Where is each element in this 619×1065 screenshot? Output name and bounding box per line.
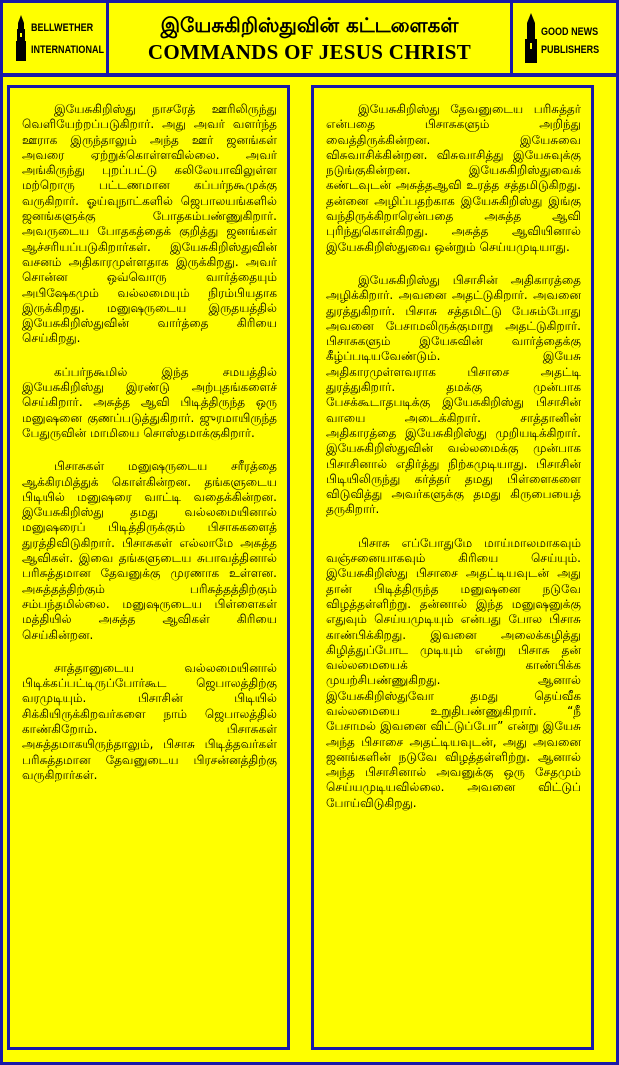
page-title-tamil: இயேசுகிறிஸ்துவின் கட்டளைகள் — [160, 13, 459, 37]
bell-tower-icon — [13, 15, 29, 61]
right-column — [311, 85, 594, 1050]
title-block — [109, 3, 510, 73]
paragraph: கப்பர்நகூமில் இந்த சமயத்தில் இயேசுகிறிஸ்து இரண்டு அற்புதங்களைச் செய்கிறார். அசுத்த ஆவி பிடித்திருந்த ஒரு மனுஷனை குணப்படுத்துகிறார். ஜுரமாயிருந்த பேதுருவின் மாமியை சொஸ்தமாக்குகிறார். — [22, 364, 277, 440]
paragraph: இயேசுகிறிஸ்து நாசரேத் ஊரிலிருந்து வெளியேற்றப்படுகிறார். அது அவர் வளர்ந்த ஊராக இருந்தாலும் அந்த ஊர் ஜனங்கள் அவரை ஏற்றுக்கொள்ளவில்லை. அவர் அங்கிருந்து புறப்பட்டு கலிலேயாவிலுள்ள மற்றொரு பட்டணமான கப்பர்நகூமுக்கு வருகிறார். ஓய்வுநாட்களில் ஜெபாலயங்களில் ஜனங்களுக்கு போதகம்பண்ணுகிறார். அவருடைய போதகத்தைக் குறித்து ஜனங்கள் ஆச்சரியப்படுகிறார்கள். இயேசுகிறிஸ்துவின் வசனம் அதிகாரமுள்ளதாக இருக்கிறது. அவர் சொன்ன ஒவ்வொரு வார்த்தையும் அபிஷேகமும் வல்லமையும் நிரம்பியதாக இருக்கிறது. மனுஷருடைய இருதயத்தில் இயேசுகிறிஸ்துவின் வார்த்தை கிரியை செய்கிறது. — [22, 102, 277, 346]
paragraph: இயேசுகிறிஸ்து தேவனுடைய பரிசுத்தர் என்பதை பிசாசுகளும் அறிந்து வைத்திருக்கின்றன. இயேசுவை விசுவாசிக்கின்றன. விசுவாசித்து இயேசுவுக்கு நடுங்குகின்றன. இயேசுகிறிஸ்துவைக் கண்டவுடன் அசுத்தஆவி உரத்த சத்தமிடுகிறது. தன்னை அழிப்பதற்காக இயேசுகிறிஸ்து இங்கு வந்திருக்கிறாரென்பதை அசுத்த ஆவி புரிந்துகொள்கிறது. அசுத்த ஆவியினால் இயேசுகிறிஸ்துவை ஒன்றும் செய்யமுடியாது. — [326, 102, 581, 254]
good-news-line2: PUBLISHERS — [541, 44, 600, 56]
page-title-english: COMMANDS OF JESUS CHRIST — [147, 40, 472, 64]
good-news-logo — [510, 3, 616, 73]
tower-icon — [523, 13, 539, 63]
content-columns — [3, 77, 616, 1062]
bellwether-logo — [3, 3, 109, 73]
good-news-line1: GOOD NEWS — [541, 26, 599, 38]
left-column — [7, 85, 290, 1050]
bellwether-line1: BELLWETHER — [31, 22, 94, 34]
paragraph: இயேசுகிறிஸ்து பிசாசின் அதிகாரத்தை அழிக்கிறார். அவனை அதட்டுகிறார். அவனை துரத்துகிறார். பிசாசு சத்தமிட்டு பேசும்போது அவனை பேசாமலிருக்குமாறு அதட்டுகிறார். பிசாசுகளும் இயேசுவின் வார்த்தைக்கு கீழ்ப்படியவேண்டும். இயேசு அதிகாரமுள்ளவராக பிசாசை அதட்டி துரத்துகிறார். தமக்கு முன்பாக பேசக்கூடாதபடிக்கு இயேசுகிறிஸ்து பிசாசின் வாயை அடைக்கிறார். சாத்தானின் அதிகாரத்தை இயேசுகிறிஸ்து முறியடிக்கிறார். இயேசுகிறிஸ்துவின் வல்லமைக்கு முன்பாக பிசாசினால் எதிர்த்து நிற்கமுடியாது. பிசாசின் பிடியிலிருந்து கர்த்தர் தமது பிள்ளைகளை விடுவித்து அவர்களுக்கு தமது கிருபையைத் தருகிறார். — [326, 272, 581, 517]
paragraph: சாத்தானுடைய வல்லமையினால் பிடிக்கப்பட்டிருப்போர்கூட ஜெபாலத்திற்கு வரமுடியும். பிசாசின் பிடியில் சிக்கியிருக்கிறவர்களை நாம் ஜெபாலத்தில் காண்கிறோம். பிசாசுகள் அசுத்தமாகயிருந்தாலும், பிசாசு பிடித்தவர்கள் பரிசுத்தமான தேவனுடைய பிரசன்னத்திற்கு வருகிறார்கள். — [22, 660, 277, 782]
header — [3, 3, 616, 77]
paragraph: பிசாசு எப்போதுமே மாய்மாலமாகவும் வஞ்சனையாகவும் கிரியை செய்யும். இயேசுகிறிஸ்து பிசாசை அதட்டியவுடன் அது தான் பிடித்திருந்த மனுஷனை நடுவே விழத்தள்ளிற்று. தன்னால் இந்த மனுஷனுக்கு எதுவும் செய்யமுடியும் என்பது போல பிசாசு காண்பிக்கிறது. இவனை அலைக்கழித்து கிழித்துப்போட முடியும் என்று பிசாசு தன் வல்லமையைக் காண்பிக்க முயற்சிபண்ணுகிறது. ஆனால் இயேசுகிறிஸ்துவோ தமது தெய்வீக வல்லமையை உறுதிபண்ணுகிறார். “நீ பேசாமல் இவனை விட்டுப்போ” என்று இயேசு அந்த பிசாசை அதட்டியவுடன், அது அவனை ஜனங்களின் நடுவே விழத்தள்ளிற்று. ஆனால் அந்த பிசாசினால் அவனுக்கு ஒரு சேதமும் செய்யமுடியவில்லை. அவனை விட்டுப் போய்விடுகிறது. — [326, 535, 581, 810]
paragraph: பிசாசுகள் மனுஷருடைய சரீரத்தை ஆக்கிரமித்துக் கொள்கின்றன. தங்களுடைய பிடியில் மனுஷரை வாட்டி வதைக்கின்றன. இயேசுகிறிஸ்து தமது வல்லமையினால் மனுஷரைப் பிடித்திருக்கும் பிசாசுகளைத் துரத்திவிடுகிறார். பிசாசுகள் எல்லாமே அசுத்த ஆவிகள். இவை தங்களுடைய சுபாவத்தினால் பரிசுத்தமான தேவனுக்கு முரணாக உள்ளன. அசுத்தத்திற்கும் பரிசுத்தத்திற்கும் சம்பந்தமில்லை. மனுஷருடைய பிள்ளைகள் மத்தியில் அசுத்த ஆவிகள் கிரியை செய்கின்றன. — [22, 459, 277, 642]
bellwether-line2: INTERNATIONAL — [31, 44, 104, 56]
